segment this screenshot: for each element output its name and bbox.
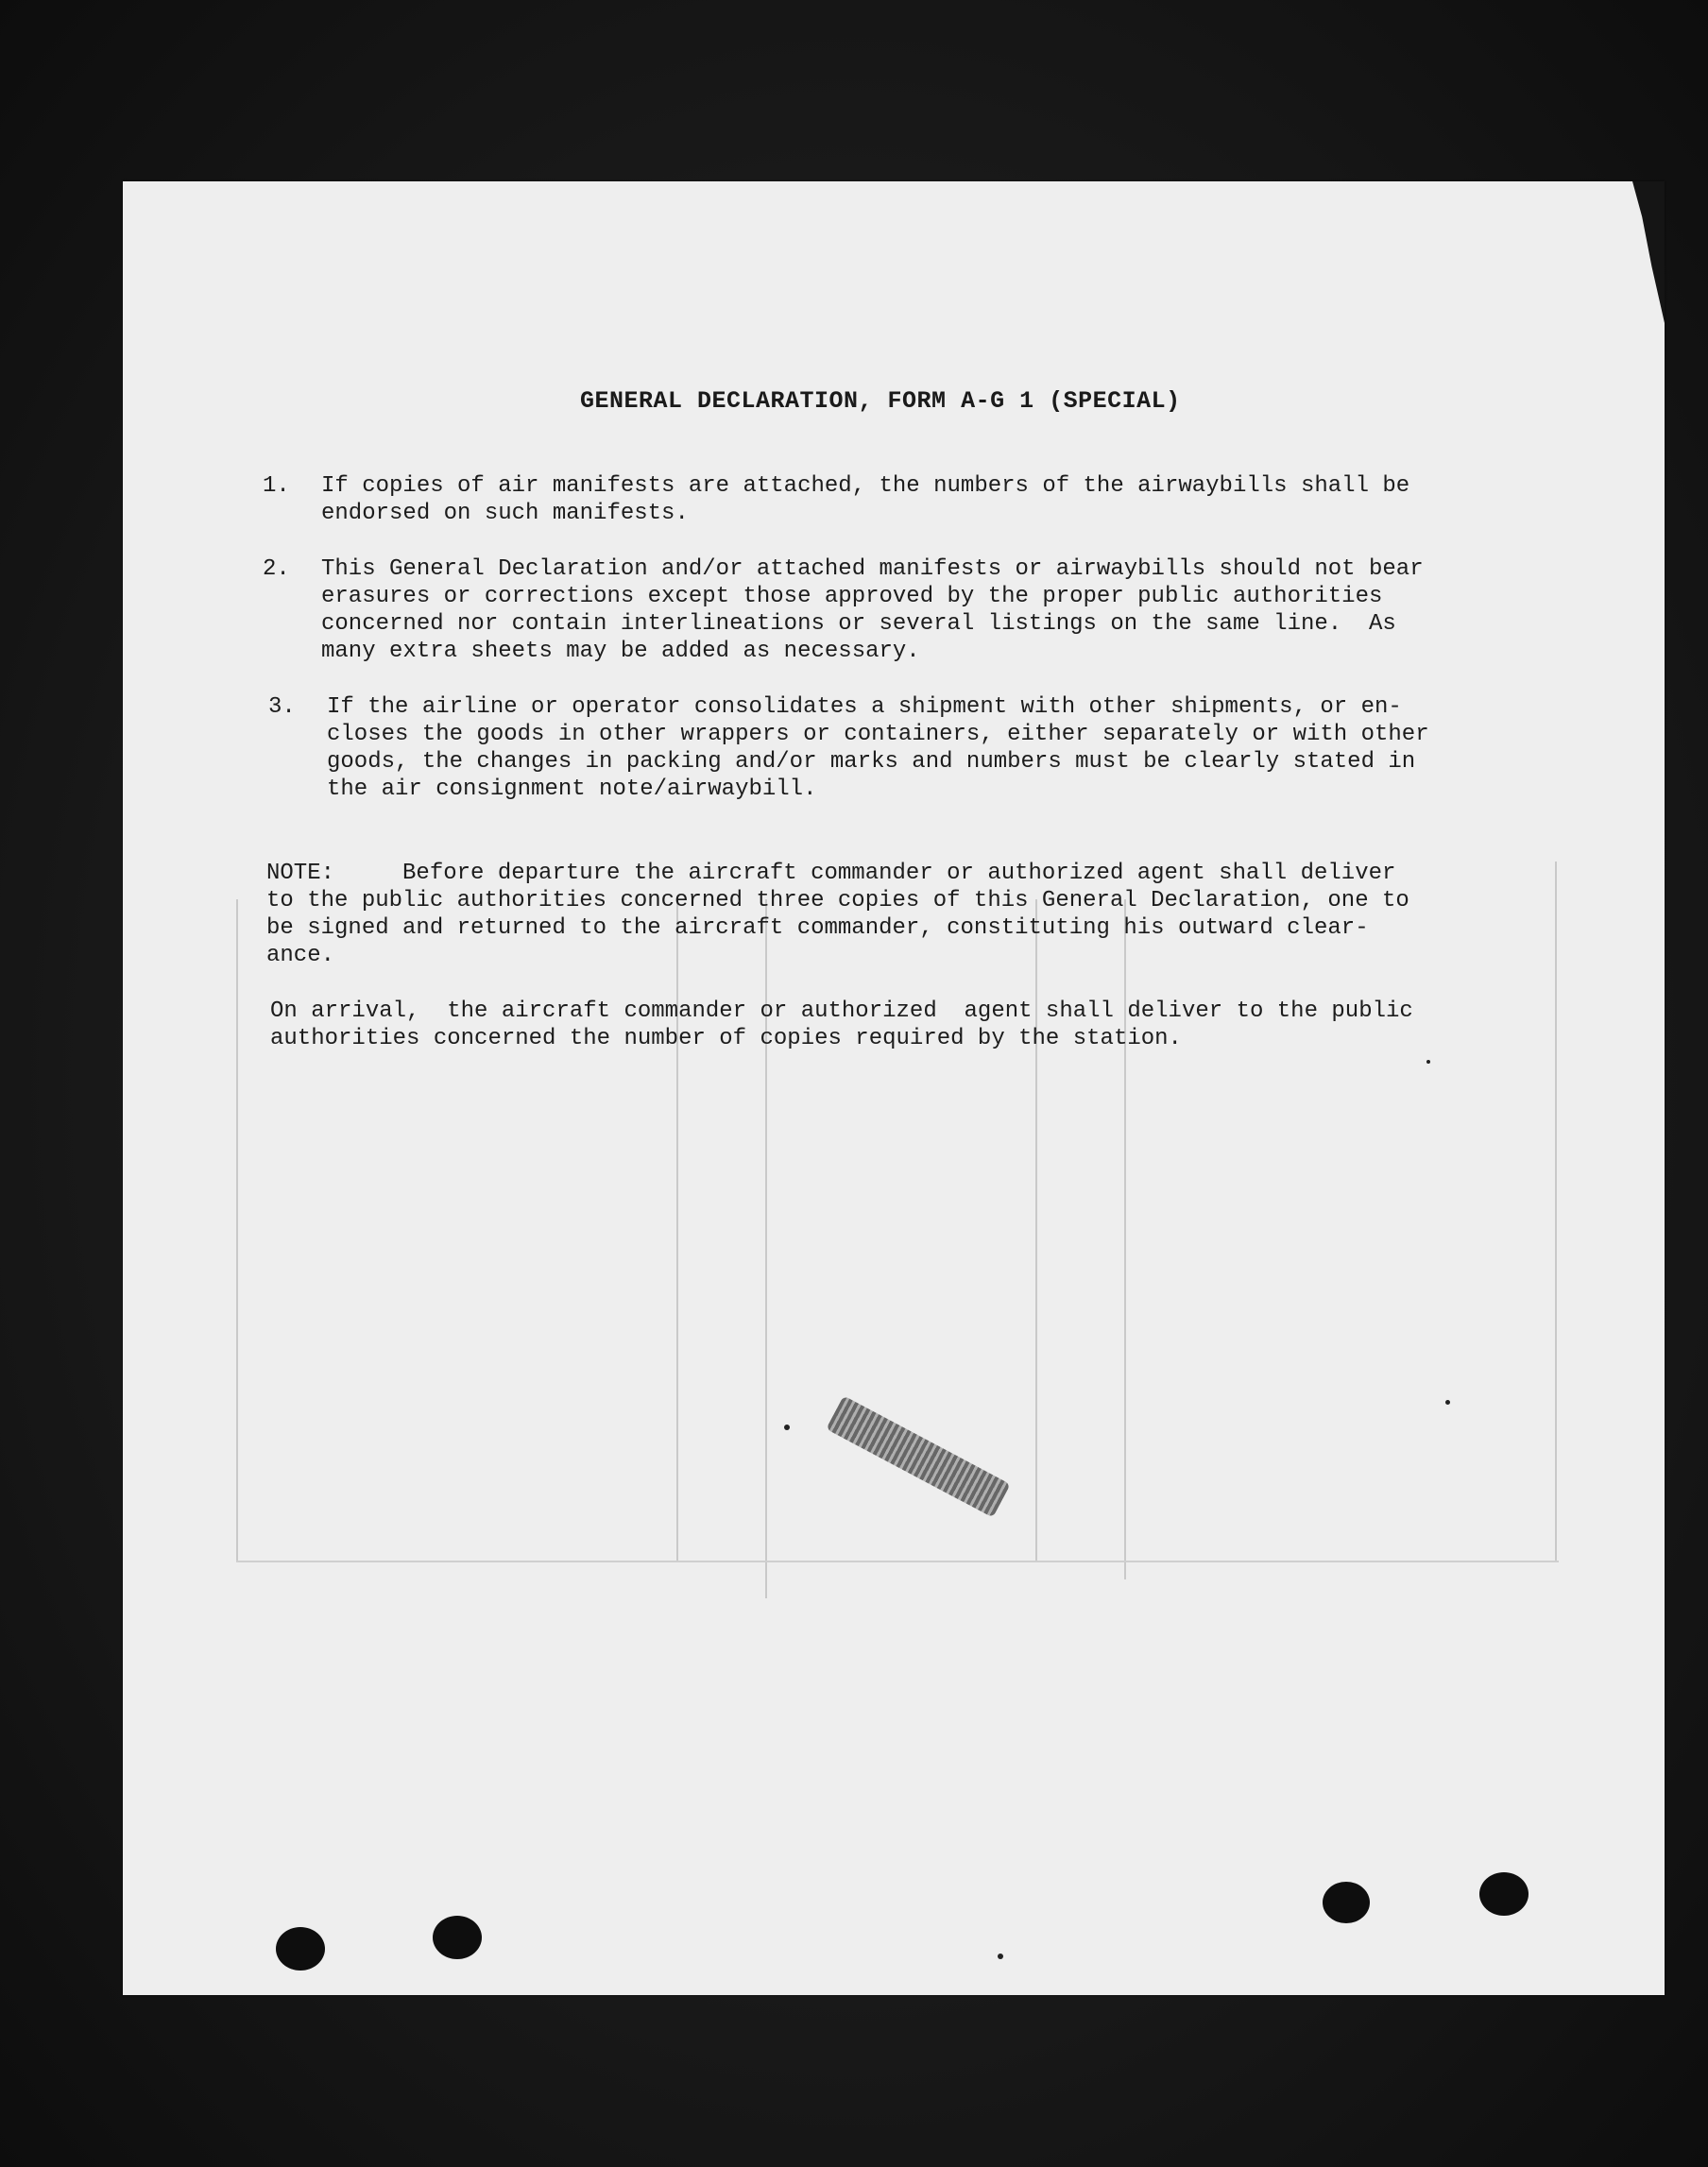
item-1-line: endorsed on such manifests.: [321, 501, 689, 526]
item-2-line: erasures or corrections except those approved by the proper public authorities: [321, 584, 1383, 609]
document-page: [123, 181, 1665, 1995]
item-2-line: many extra sheets may be added as necessary.: [321, 639, 920, 664]
note-line: to the public authorities concerned three copies of this General Declaration, one to: [266, 888, 1409, 913]
arrival-line: authorities concerned the number of copies required by the station.: [270, 1026, 1182, 1051]
punch-hole: [276, 1927, 325, 1971]
item-3-number: 3.: [268, 694, 296, 720]
ink-speck: [1426, 1060, 1430, 1064]
arrival-line: On arrival, the aircraft commander or authorized agent shall deliver to the public: [270, 998, 1413, 1024]
item-3-line: closes the goods in other wrappers or containers, either separately or with other: [327, 722, 1429, 747]
ink-speck: [1445, 1400, 1450, 1405]
note-line: NOTE: Before departure the aircraft commander or authorized agent shall deliver: [266, 861, 1396, 886]
bleed-through-rule: [1555, 862, 1557, 1561]
note-line: ance.: [266, 943, 335, 968]
bleed-through-rule: [236, 899, 238, 1561]
item-1-line: If copies of air manifests are attached, the numbers of the airwaybills shall be: [321, 473, 1410, 499]
ink-speck: [784, 1425, 790, 1430]
punch-hole: [433, 1916, 482, 1959]
page-title: GENERAL DECLARATION, FORM A-G 1 (SPECIAL): [580, 387, 1181, 415]
note-line: be signed and returned to the aircraft commander, constituting his outward clear-: [266, 915, 1369, 941]
item-1-number: 1.: [263, 473, 290, 499]
punch-hole: [1479, 1872, 1529, 1916]
punch-hole: [1323, 1882, 1370, 1923]
ink-speck: [998, 1954, 1003, 1959]
item-3-line: If the airline or operator consolidates a shipment with other shipments, or en-: [327, 694, 1402, 720]
smudged-stamp-mark: [826, 1395, 1010, 1517]
bleed-through-line: [236, 1561, 1559, 1562]
item-2-line: This General Declaration and/or attached manifests or airwaybills should not bear: [321, 556, 1424, 582]
item-3-line: the air consignment note/airwaybill.: [327, 776, 817, 802]
item-3-line: goods, the changes in packing and/or marks and numbers must be clearly stated in: [327, 749, 1416, 775]
torn-corner: [1632, 181, 1665, 323]
item-2-line: concerned nor contain interlineations or several listings on the same line. As: [321, 611, 1396, 637]
item-2-number: 2.: [263, 556, 290, 582]
